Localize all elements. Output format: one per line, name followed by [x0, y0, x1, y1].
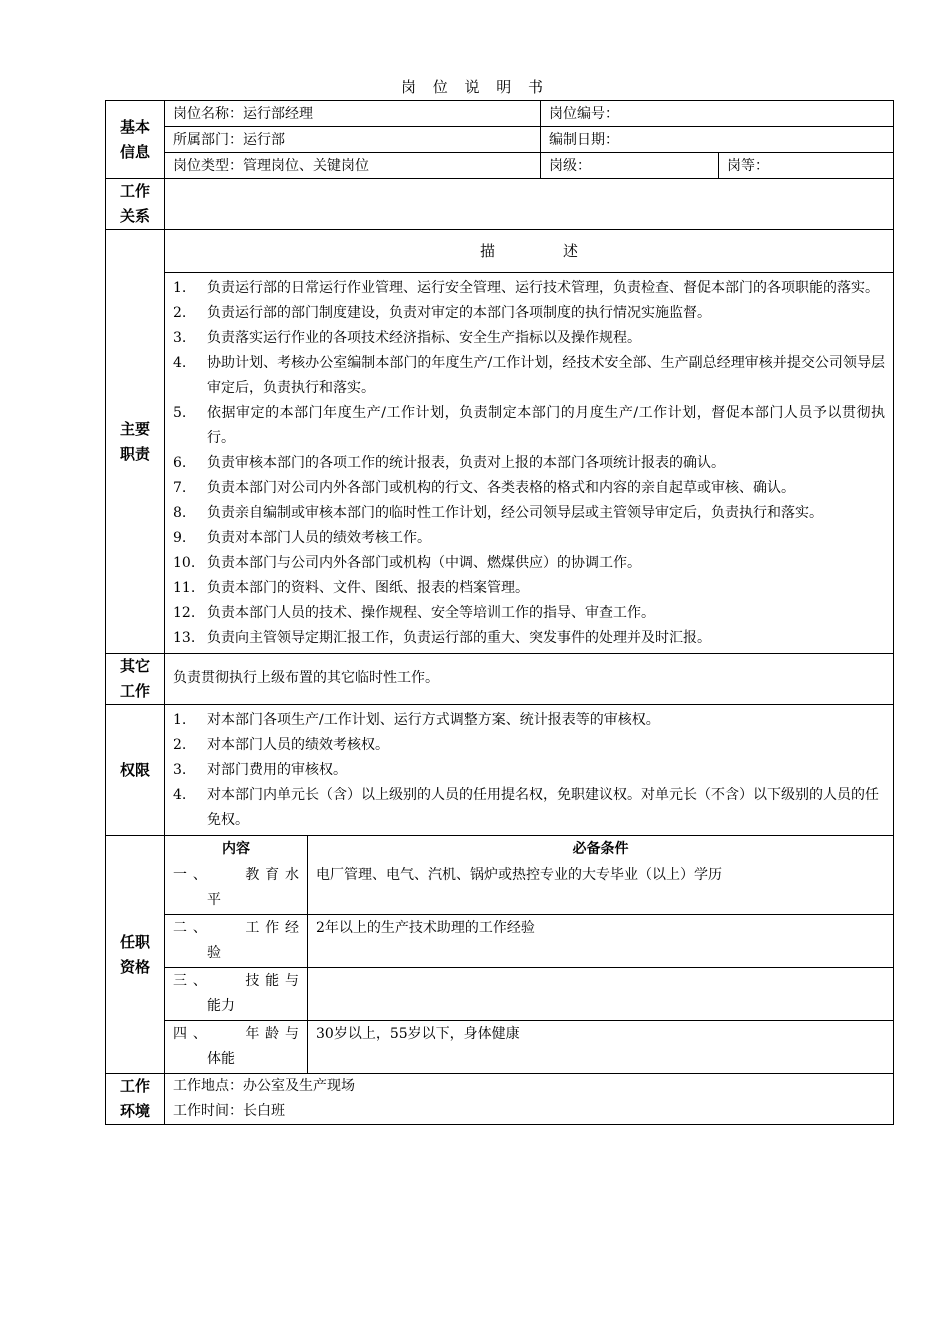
qualification-col-requirements: 必备条件 — [572, 841, 629, 857]
item-text: 负责本部门人员的技术、操作规程、安全等培训工作的指导、审查工作。 — [207, 605, 655, 621]
position-type: 岗位类型：管理岗位、关键岗位 — [165, 153, 541, 179]
duty-item — [173, 351, 885, 401]
work-time: 工作时间：长白班 — [173, 1103, 285, 1119]
qualification-item — [165, 1021, 308, 1074]
item-text: 负责本部门与公司内外各部门或机构（中调、燃煤供应）的协调工作。 — [207, 555, 641, 571]
duty-item — [173, 301, 885, 326]
main-duties-content — [165, 230, 894, 654]
item-number: 1. — [173, 712, 187, 728]
item-text: 负责本部门对公司内外各部门或机构的行文、各类表格的格式和内容的亲自起草或审核、确认。 — [207, 480, 795, 496]
job-description-table — [105, 100, 894, 1125]
description-header: 描述 — [165, 230, 893, 273]
authority-item — [173, 708, 885, 733]
work-environment-content — [165, 1074, 894, 1125]
item-text: 负责亲自编制或审核本部门的临时性工作计划，经公司领导层或主管领导审定后，负责执行和落实。 — [207, 505, 823, 521]
duty-item — [173, 551, 885, 576]
item-number: 2. — [173, 305, 187, 321]
item-text: 协助计划、考核办公室编制本部门的年度生产/工作计划，经技术安全部、生产副总经理审核并提交公司领导层审定后，负责执行和落实。 — [207, 355, 885, 396]
item-number: 2. — [173, 737, 187, 753]
item-number: 13. — [173, 630, 196, 646]
position-level: 岗级： — [541, 153, 719, 179]
item-number: 11. — [173, 580, 196, 596]
item-text: 负责本部门的资料、文件、图纸、报表的档案管理。 — [207, 580, 529, 596]
work-relations-content — [165, 179, 894, 230]
qualification-row — [165, 862, 893, 915]
label-text: 主要 职责 — [119, 419, 150, 463]
item-number: 5. — [173, 405, 187, 421]
qualification-requirement — [308, 968, 894, 1021]
label-text: 工作 环境 — [119, 1077, 150, 1120]
position-grade: 岗等： — [719, 153, 894, 179]
label-text: 基本 信息 — [119, 117, 150, 161]
duty-item — [173, 626, 885, 651]
authority-item — [173, 783, 885, 833]
item-text: 对本部门内单元长（含）以上级别的人员的任用提名权，免职建议权。对单元长（不含）以下级别的人员的任免权。 — [207, 787, 879, 828]
document-title: 岗 位 说 明 书 — [400, 78, 550, 96]
qualification-item-label-cont: 能力 — [207, 998, 235, 1014]
item-number: 4. — [173, 787, 187, 803]
item-text: 依据审定的本部门年度生产/工作计划，负责制定本部门的月度生产/工作计划，督促本部门人员予以贯彻执行。 — [207, 405, 885, 446]
authority-label — [106, 705, 165, 836]
authority-content — [165, 705, 894, 836]
qualification-item-label: 二、 工作经 — [173, 920, 299, 936]
qualification-requirement: 30岁以上，55岁以下，身体健康 — [316, 1026, 520, 1042]
qualification-item-label: 一、 教育水 — [173, 867, 299, 883]
item-number: 9. — [173, 530, 187, 546]
label-text: 其它 工作 — [119, 657, 150, 700]
qualification-label — [106, 836, 165, 1074]
duty-item — [173, 276, 885, 301]
item-number: 3. — [173, 330, 187, 346]
other-work-content — [165, 654, 894, 705]
other-work-text: 负责贯彻执行上级布置的其它临时性工作。 — [173, 670, 439, 686]
duty-item — [173, 601, 885, 626]
qualification-requirement: 2年以上的生产技术助理的工作经验 — [308, 915, 894, 968]
item-text: 负责审核本部门的各项工作的统计报表，负责对上报的本部门各项统计报表的确认。 — [207, 455, 725, 471]
duty-item — [173, 501, 885, 526]
item-number: 10. — [173, 555, 196, 571]
item-text: 对本部门各项生产/工作计划、运行方式调整方案、统计报表等的审核权。 — [207, 712, 660, 728]
item-text: 对部门费用的审核权。 — [207, 762, 347, 778]
qualification-requirement: 电厂管理、电气、汽机、锅炉或热控专业的大专毕业（以上）学历 — [308, 862, 894, 915]
qualification-content — [165, 836, 894, 1074]
item-number: 1. — [173, 280, 187, 296]
item-text: 负责运行部的部门制度建设，负责对审定的本部门各项制度的执行情况实施监督。 — [207, 305, 711, 321]
duties-list — [165, 273, 893, 653]
item-text: 负责向主管领导定期汇报工作，负责运行部的重大、突发事件的处理并及时汇报。 — [207, 630, 711, 646]
work-environment-label — [106, 1074, 165, 1125]
item-number: 7. — [173, 480, 187, 496]
qualification-item-label-cont: 验 — [207, 945, 221, 961]
basic-info-label — [106, 101, 165, 179]
item-text: 负责运行部的日常运行作业管理、运行安全管理、运行技术管理，负责检查、督促本部门的各项职能的落实。 — [207, 280, 879, 296]
qualification-row — [165, 1021, 893, 1074]
department: 所属部门：运行部 — [165, 127, 541, 153]
qualification-item-label-cont: 平 — [207, 892, 221, 908]
qualification-col-content: 内容 — [165, 836, 308, 862]
label-text: 工作 关系 — [119, 182, 150, 225]
qualification-item-label-cont: 体能 — [207, 1051, 235, 1067]
label-text: 任职 资格 — [119, 932, 150, 976]
authority-item — [173, 733, 885, 758]
item-text: 负责对本部门人员的绩效考核工作。 — [207, 530, 431, 546]
qualification-table — [165, 836, 893, 1073]
position-name: 岗位名称：运行部经理 — [165, 101, 541, 127]
item-number: 4. — [173, 355, 187, 371]
label-text: 权限 — [119, 760, 150, 779]
work-location: 工作地点：办公室及生产现场 — [173, 1078, 355, 1094]
qualification-item — [165, 862, 308, 915]
qualification-item-label: 四、 年龄与 — [173, 1026, 299, 1042]
compile-date: 编制日期： — [541, 127, 894, 153]
duty-item — [173, 451, 885, 476]
other-work-label — [106, 654, 165, 705]
duty-item — [173, 576, 885, 601]
work-relations-label — [106, 179, 165, 230]
qualification-row — [165, 915, 893, 968]
item-number: 6. — [173, 455, 187, 471]
duty-item — [173, 476, 885, 501]
duty-item — [173, 526, 885, 551]
qualification-row — [165, 968, 893, 1021]
authority-list — [165, 705, 893, 835]
item-text: 对本部门人员的绩效考核权。 — [207, 737, 389, 753]
qualification-item-label: 三、 技能与 — [173, 973, 299, 989]
item-number: 8. — [173, 505, 187, 521]
authority-item — [173, 758, 885, 783]
qualification-item — [165, 915, 308, 968]
position-number: 岗位编号： — [541, 101, 894, 127]
main-duties-label — [106, 230, 165, 654]
item-number: 12. — [173, 605, 196, 621]
item-number: 3. — [173, 762, 187, 778]
item-text: 负责落实运行作业的各项技术经济指标、安全生产指标以及操作规程。 — [207, 330, 641, 346]
duty-item — [173, 326, 885, 351]
qualification-item — [165, 968, 308, 1021]
duty-item — [173, 401, 885, 451]
